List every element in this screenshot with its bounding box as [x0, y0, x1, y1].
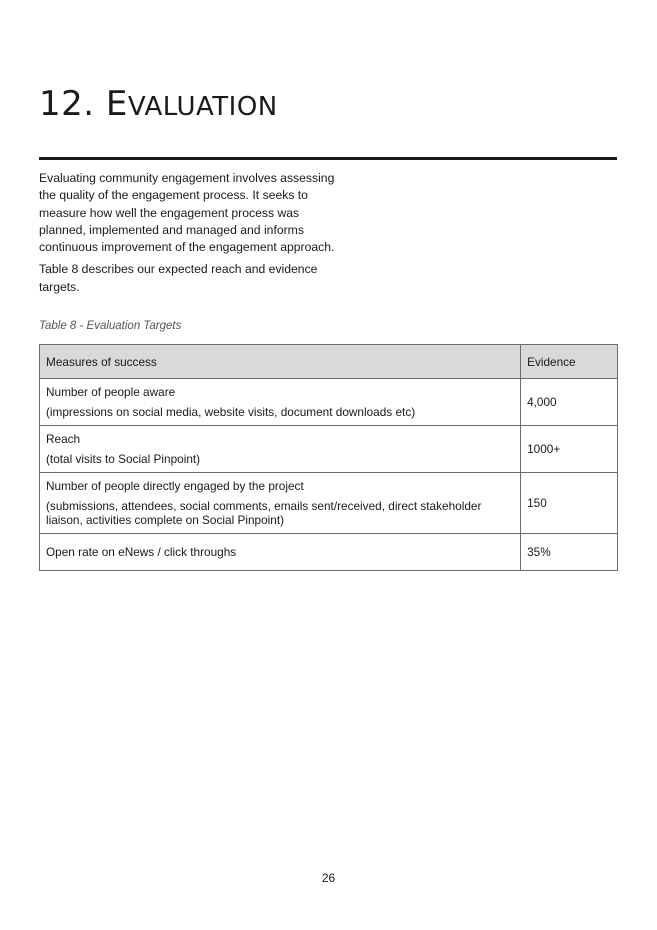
- measure-cell: [40, 473, 521, 534]
- intro-paragraph-1: Evaluating community engagement involves assessing the quality of the engagement process. It seeks to measure how well the engagement process was planned, implemented and managed and informs continuous improvement of the engagement approach.: [39, 171, 335, 255]
- heading-divider: [39, 157, 617, 160]
- table-row: [40, 379, 618, 426]
- table-row: [40, 473, 618, 534]
- section-heading: [39, 82, 278, 129]
- measure-detail: (impressions on social media, website visits, document downloads etc): [46, 405, 416, 419]
- evaluation-targets-table: [39, 344, 618, 571]
- intro-text: [39, 170, 339, 301]
- page-number: 26: [321, 871, 336, 885]
- section-title-initial: E: [105, 84, 128, 124]
- measure-detail: (submissions, attendees, social comments, emails sent/received, direct stakeholder liaison, activities complete on Social Pinpoint): [46, 499, 482, 527]
- measure-cell: [40, 379, 521, 426]
- column-header-measure: Measures of success: [40, 345, 521, 379]
- measure-cell: [40, 534, 521, 571]
- measure-title: Reach: [46, 432, 81, 446]
- measure-title: Number of people directly engaged by the project: [46, 479, 304, 493]
- evidence-cell: 1000+: [521, 426, 618, 473]
- table-row: [40, 426, 618, 473]
- evidence-cell: 150: [521, 473, 618, 534]
- table-row: [40, 534, 618, 571]
- section-title-rest: VALUATION: [127, 92, 278, 122]
- evidence-cell: 4,000: [521, 379, 618, 426]
- section-number: 12.: [39, 84, 95, 124]
- intro-paragraph-2: Table 8 describes our expected reach and evidence targets.: [39, 262, 318, 294]
- evidence-cell: 35%: [521, 534, 618, 571]
- measure-detail: (total visits to Social Pinpoint): [46, 452, 201, 466]
- table-caption: Table 8 - Evaluation Targets: [39, 320, 182, 332]
- measure-title: Number of people aware: [46, 385, 176, 399]
- measure-cell: [40, 426, 521, 473]
- column-header-evidence: Evidence: [521, 345, 618, 379]
- table-header-row: [40, 345, 618, 379]
- measure-title: Open rate on eNews / click throughs: [46, 545, 237, 559]
